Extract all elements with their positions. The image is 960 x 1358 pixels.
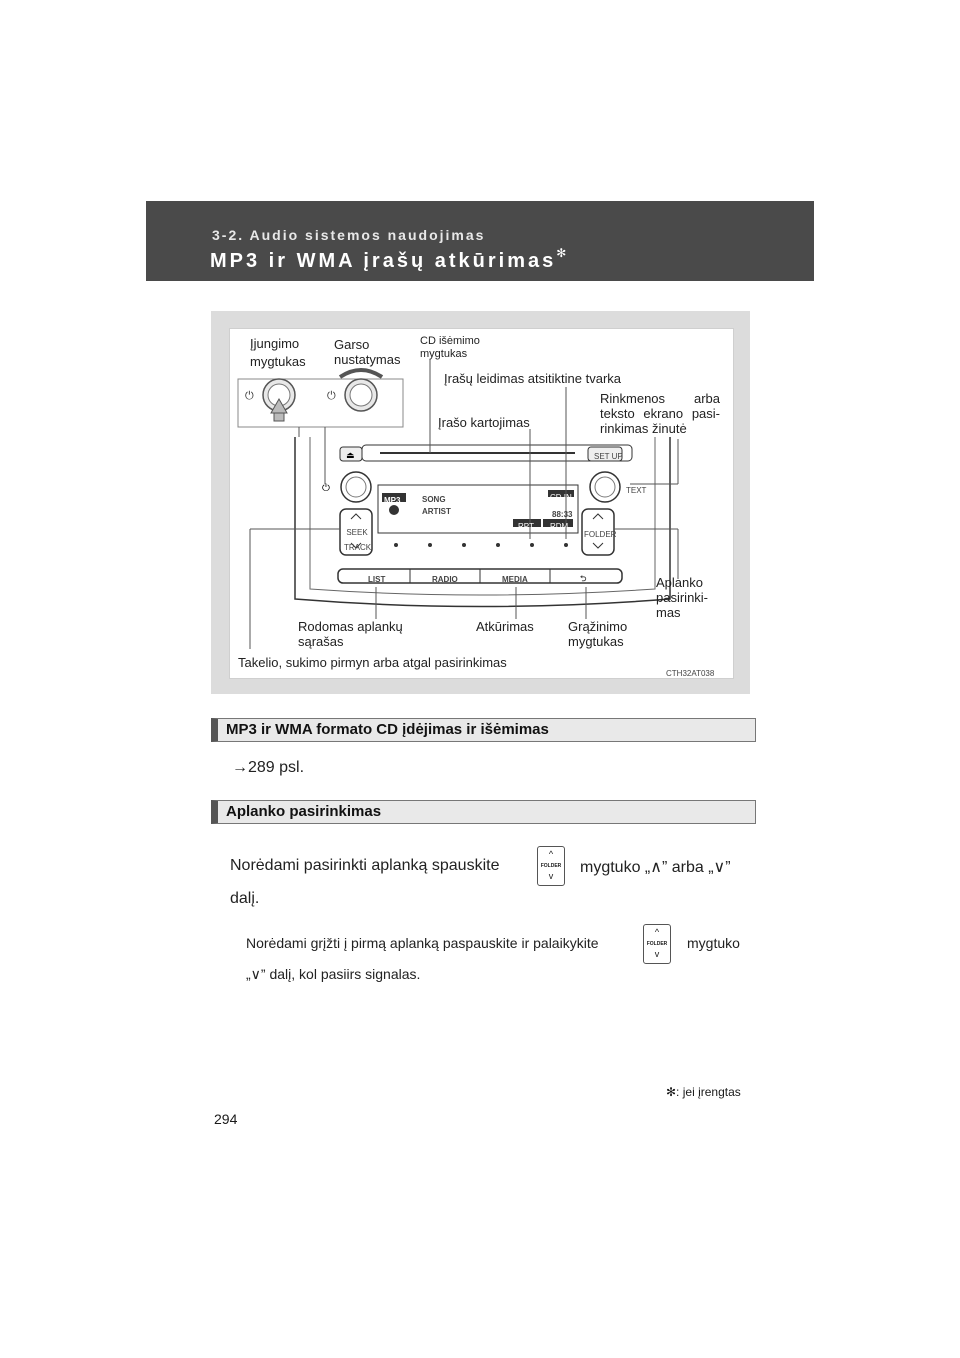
media-button-label: MEDIA	[502, 575, 528, 584]
section-heading-folder-select	[211, 800, 756, 824]
label-volume: Garso nustatymas	[334, 337, 401, 367]
note-text-start: Norėdami grįžti į pirmą aplanką paspauskite ir palaikykite	[246, 935, 599, 951]
cd-in-indicator: CD IN	[550, 493, 572, 502]
svg-text:⏻: ⏻	[327, 390, 336, 402]
page-reference: →289 psl.	[232, 759, 305, 776]
page-number: 294	[214, 1111, 238, 1127]
label-folder-list: Rodomas aplankų sąrašas	[298, 619, 403, 649]
radio-button-label: RADIO	[432, 575, 458, 584]
equipment-mark: ✻	[556, 246, 570, 260]
figure-code: CTH32AT038	[666, 669, 715, 678]
section-title: 3-2. Audio sistemos naudojimas	[212, 227, 486, 243]
label-random: Įrašų leidimas atsitiktine tvarka	[444, 371, 622, 386]
list-button-label: LIST	[368, 575, 386, 584]
artist-display: ARTIST	[422, 507, 451, 516]
instruction-text-cont: dalį.	[230, 890, 260, 907]
section-heading-text: MP3 ir WMA formato CD įdėjimas ir išėmimas	[226, 721, 549, 738]
footnote: ✻: jei įrengtas	[666, 1085, 741, 1099]
text-button-label: TEXT	[626, 486, 647, 495]
note-text-end: mygtuko	[687, 935, 740, 951]
folder-button-icon: ^ FOLDER v	[643, 924, 671, 964]
label-text-display: Rinkmenos arba teksto ekrano pasi-rinkimas žinutė	[600, 391, 720, 436]
section-heading-insert-eject	[211, 718, 756, 742]
label-power-button: Įjungimo mygtukas	[250, 336, 306, 369]
folder-button-icon: ^ FOLDER v	[537, 846, 565, 886]
label-repeat: Įrašo kartojimas	[438, 415, 530, 430]
song-display: SONG	[422, 495, 446, 504]
rpt-indicator: RPT	[518, 522, 534, 531]
page-title	[210, 246, 570, 273]
back-arrow-icon: ⮌	[580, 574, 587, 583]
section-heading-text: Aplanko pasirinkimas	[226, 803, 382, 820]
rdm-indicator: RDM	[550, 522, 569, 531]
label-seek: Takelio, sukimo pirmyn arba atgal pasirinkimas	[238, 655, 507, 670]
note-text-cont: „∨” dalį, kol pasiirs signalas.	[246, 966, 421, 982]
chapter-header	[146, 201, 814, 281]
label-eject: CD išėmimo mygtukas	[420, 335, 480, 360]
mp3-indicator: MP3	[384, 496, 401, 505]
set-up-button-label: SET UP	[594, 452, 623, 461]
time-display: 88:33	[552, 510, 573, 519]
folder-rocker-label: FOLDER	[584, 530, 617, 539]
svg-text:⏻: ⏻	[245, 390, 254, 402]
label-folder-select: Aplanko pasirinki-mas	[656, 575, 709, 620]
svg-text:⏻: ⏻	[322, 483, 330, 494]
instruction-text-end: mygtuko „∧” arba „∨”	[580, 859, 731, 876]
label-back-button: Grąžinimo mygtukas	[568, 619, 628, 649]
audio-unit-figure	[229, 328, 734, 679]
seek-track-label: SEEK TRACK	[344, 528, 372, 552]
svg-text:⏏: ⏏	[346, 450, 355, 460]
instruction-text-start: Norėdami pasirinkti aplanką spauskite	[230, 857, 500, 874]
label-playback: Atkūrimas	[476, 619, 534, 634]
page-title-text: MP3 ir WMA įrašų atkūrimas	[210, 250, 557, 272]
